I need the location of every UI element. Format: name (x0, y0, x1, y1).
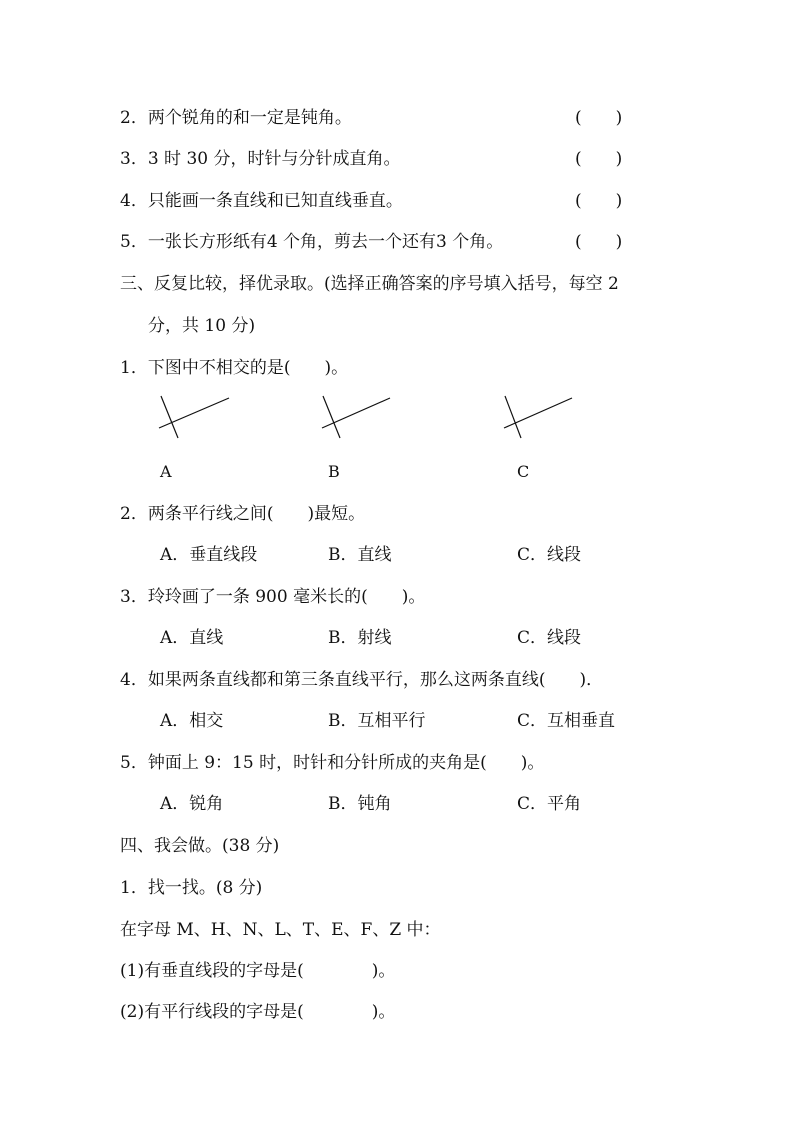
judge-item-4: 4．只能画一条直线和已知直线垂直。 (120, 191, 403, 211)
figure-b-line-2 (323, 396, 340, 438)
q2-option-a[interactable]: A．垂直线段 (160, 545, 258, 565)
q3-option-b[interactable]: B．射线 (328, 628, 392, 648)
judge-answer-5[interactable]: ( ) (575, 232, 623, 252)
q5-text: 5．钟面上 9：15 时，时针和分针所成的夹角是( )。 (120, 753, 545, 773)
q3-option-c[interactable]: C．线段 (517, 628, 582, 648)
figure-label-a[interactable]: A (160, 462, 172, 481)
figure-c-line-1 (504, 398, 572, 428)
section4-title: 四、我会做。(38 分) (120, 836, 280, 856)
q4-option-b[interactable]: B．互相平行 (328, 711, 426, 731)
figure-c (500, 392, 580, 442)
s4-q1-sub1[interactable]: (1)有垂直线段的字母是( )。 (120, 961, 396, 981)
figure-c-line-2 (505, 396, 521, 438)
figure-a-line-1 (159, 398, 229, 428)
q4-option-a[interactable]: A．相交 (160, 711, 224, 731)
figure-a (155, 392, 235, 442)
figure-label-b[interactable]: B (328, 462, 340, 481)
judge-answer-4[interactable]: ( ) (575, 191, 623, 211)
q2-option-c[interactable]: C．线段 (517, 545, 582, 565)
section3-title-cont: 分，共 10 分) (148, 316, 256, 336)
judge-item-5: 5．一张长方形纸有4 个角，剪去一个还有3 个角。 (120, 232, 504, 252)
q5-option-c[interactable]: C．平角 (517, 794, 582, 814)
q3-text: 3．玲玲画了一条 900 毫米长的( )。 (120, 587, 426, 607)
judge-item-2: 2．两个锐角的和一定是钝角。 (120, 108, 352, 128)
s4-q1-text: 1．找一找。(8 分) (120, 878, 263, 898)
q3-option-a[interactable]: A．直线 (160, 628, 224, 648)
q1-text: 1．下图中不相交的是( )。 (120, 358, 349, 378)
q4-option-c[interactable]: C．互相垂直 (517, 711, 616, 731)
q4-text: 4．如果两条直线都和第三条直线平行，那么这两条直线( )． (120, 670, 604, 690)
figure-b (318, 392, 398, 442)
figure-label-c[interactable]: C (517, 462, 530, 481)
judge-item-3: 3．3 时 30 分，时针与分针成直角。 (120, 149, 401, 169)
s4-q1-intro: 在字母 M、H、N、L、T、E、F、Z 中： (120, 920, 441, 940)
s4-q1-sub2[interactable]: (2)有平行线段的字母是( )。 (120, 1002, 396, 1022)
figure-a-line-2 (161, 396, 178, 438)
q5-option-b[interactable]: B．钝角 (328, 794, 392, 814)
q5-option-a[interactable]: A．锐角 (160, 794, 224, 814)
q2-option-b[interactable]: B．直线 (328, 545, 392, 565)
figure-b-line-1 (322, 398, 390, 428)
judge-answer-3[interactable]: ( ) (575, 149, 623, 169)
section3-title: 三、反复比较，择优录取。(选择正确答案的序号填入括号，每空 2 (120, 274, 619, 294)
judge-answer-2[interactable]: ( ) (575, 108, 623, 128)
q2-text: 2．两条平行线之间( )最短。 (120, 504, 366, 524)
